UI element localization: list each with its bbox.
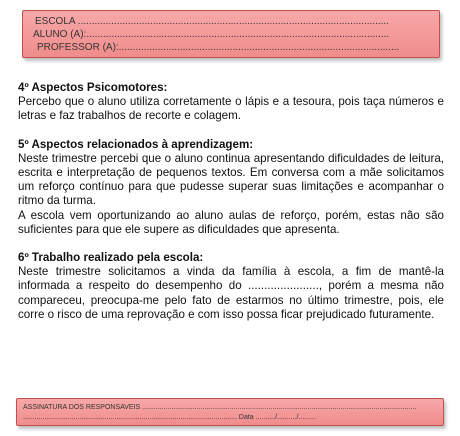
student-field: ALUNO (A):............................................................................................................. (33, 29, 390, 40)
section-title: 5º Aspectos relacionados à aprendizagem: (18, 137, 254, 151)
signature-dots: .............................................................................................................. (23, 414, 237, 421)
section-psychomotor (18, 81, 444, 124)
section-paragraph: Percebo que o aluno utiliza corretamente o lápis e a tesoura, pois taça números e letras e faz trabalhos de recorte e colagem. (18, 95, 444, 123)
signature-box (16, 398, 444, 426)
signature-line: ASSINATURA DOS RESPONSAVEIS ............................................................................................................................................. (23, 404, 417, 411)
section-paragraph: A escola vem oportunizando ao aluno aulas de reforço, porém, estas não são suficientes para que ele supere as dificuldades que apresenta. (18, 208, 444, 236)
section-title: 4º Aspectos Psicomotores: (18, 81, 168, 94)
section-learning (18, 138, 444, 237)
section-paragraph: Neste trimestre solicitamos a vinda da família à escola, a fim de mantê-la informada a respeito do desempenho do ......................, porém a mesma não compareceu, preocupa-me pelo fato de estarmos no último trimestre, pois, ele corre o risco de uma reprovação e com isso possa ficar prejudicado futuramente. (18, 265, 444, 321)
school-field: ESCOLA ................................................................................................................ (35, 16, 389, 27)
date-field: Data ........../........../......... (238, 414, 316, 421)
section-title: 6º Trabalho realizado pela escola: (18, 251, 204, 265)
teacher-field: PROFESSOR (A):..................................................................................................... (37, 42, 400, 53)
date-row (23, 413, 437, 423)
section-paragraph: Neste trimestre percebi que o aluno continua apresentando dificuldades de leitura, escrita e interpretação de pequenos textos. Em conversa com a mãe solicitamos um reforço contínuo para que pudesse superar suas limitações e acompanhar o ritmo da turma. (18, 151, 444, 208)
section-school-work (18, 251, 444, 322)
report-content (18, 81, 444, 336)
header-info-box (22, 10, 440, 58)
